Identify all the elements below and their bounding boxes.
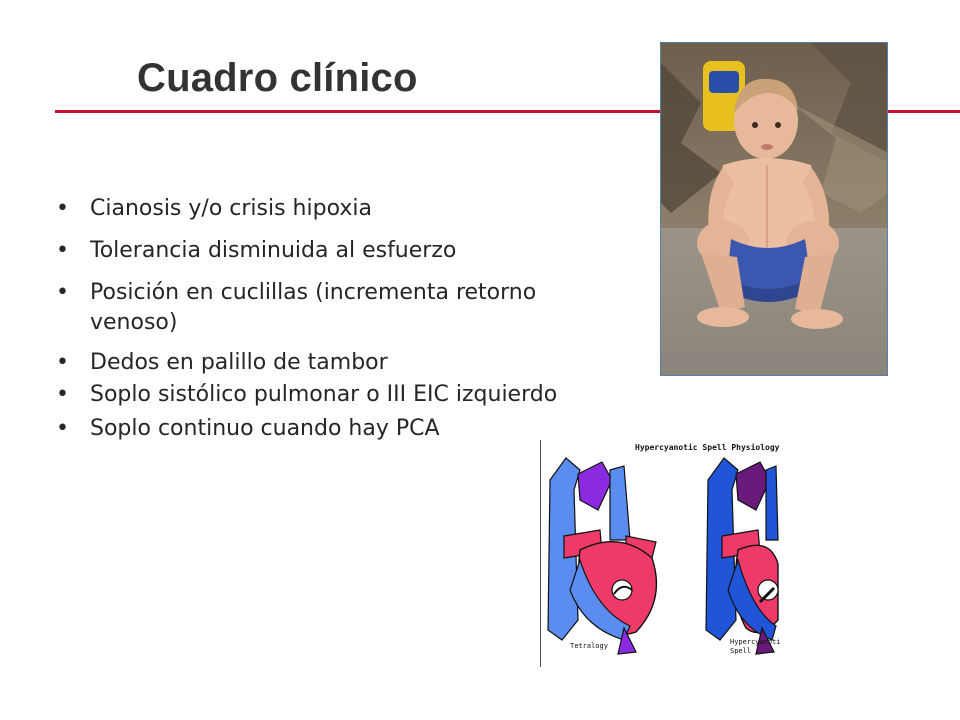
title-underline-right: [888, 110, 960, 113]
bullet-item: [56, 380, 576, 410]
bullet-text: Posición en cuclillas (incrementa retorno venoso): [90, 280, 537, 335]
squatting-child-photo: [660, 42, 888, 376]
bullet-list: [56, 194, 576, 444]
bullet-dot-icon: •: [56, 196, 69, 221]
bullet-dot-icon: •: [56, 416, 69, 441]
hypercyanotic-label-line1: Hypercyanotic: [730, 638, 780, 646]
hypercyanotic-heart: [706, 458, 780, 655]
tetralogy-label: Tetralogy: [570, 642, 608, 650]
bullet-text: Dedos en palillo de tambor: [90, 350, 388, 375]
bullet-item: [56, 278, 576, 338]
bullet-dot-icon: •: [56, 382, 69, 407]
bullet-text: Cianosis y/o crisis hipoxia: [90, 196, 372, 221]
bullet-item: [56, 348, 576, 378]
heart-diagram-image: [540, 440, 780, 667]
bullet-item: [56, 414, 576, 444]
bullet-dot-icon: •: [56, 350, 69, 375]
bullet-item: [56, 194, 576, 224]
bullet-text: Tolerancia disminuida al esfuerzo: [90, 238, 457, 263]
bullet-dot-icon: •: [56, 238, 69, 263]
child-photo-image: [661, 43, 888, 376]
bullet-text: Soplo continuo cuando hay PCA: [90, 416, 440, 441]
bullet-text: Soplo sistólico pulmonar o III EIC izquierdo: [90, 382, 558, 407]
tetralogy-heart: [548, 458, 656, 654]
slide-title: Cuadro clínico: [137, 56, 418, 100]
hypercyanotic-spell-diagram: [540, 440, 780, 667]
hypercyanotic-label-line2: Spell: [730, 647, 752, 655]
bullet-item: [56, 236, 576, 266]
bullet-dot-icon: •: [56, 280, 69, 305]
diagram-title: Hypercyanotic Spell Physiology: [635, 443, 780, 452]
title-underline: [55, 110, 660, 113]
